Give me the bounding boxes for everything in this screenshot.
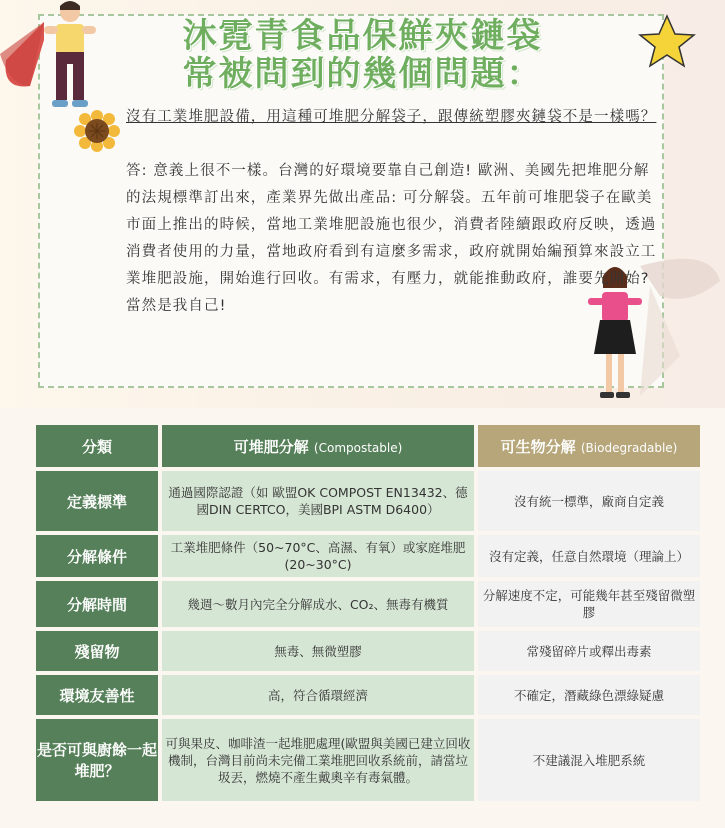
compostable-cell: 可與果皮、咖啡渣一起堆肥處理(歐盟與美國已建立回收機制，台灣目前尚未完備工業堆肥回收系統前，請當垃圾丟，燃燒不產生戴奧辛有毒氣體。 xyxy=(162,719,474,801)
compostable-cell: 幾週～數月內完全分解成水、CO₂、無毒有機質 xyxy=(162,581,474,627)
row-label: 分解條件 xyxy=(36,535,158,577)
table-row xyxy=(36,535,700,577)
compostable-cell: 高，符合循環經濟 xyxy=(162,675,474,715)
page-title-line2: 常被問到的幾個問題： xyxy=(182,54,543,94)
row-label: 環境友善性 xyxy=(36,675,158,715)
compostable-cell: 無毒、無微塑膠 xyxy=(162,631,474,671)
row-label: 定義標準 xyxy=(36,471,158,531)
header-category: 分類 xyxy=(36,425,158,467)
biodegradable-cell: 不確定，潛藏綠色漂綠疑慮 xyxy=(478,675,700,715)
table-row xyxy=(36,581,700,627)
biodegradable-cell: 常殘留碎片或釋出毒素 xyxy=(478,631,700,671)
row-label: 是否可與廚餘一起堆肥？ xyxy=(36,719,158,801)
comparison-table xyxy=(36,421,700,805)
table-row xyxy=(36,631,700,671)
biodegradable-cell: 不建議混入堆肥系統 xyxy=(478,719,700,801)
header-compostable: 可堆肥分解 (Compostable) xyxy=(162,425,474,467)
sunflower-icon xyxy=(74,110,120,152)
table-row xyxy=(36,719,700,801)
row-label: 分解時間 xyxy=(36,581,158,627)
table-header-row xyxy=(36,425,700,467)
compostable-cell: 工業堆肥條件（50~70°C、高濕、有氧）或家庭堆肥(20~30°C) xyxy=(162,535,474,577)
biodegradable-cell: 分解速度不定，可能幾年甚至殘留微塑膠 xyxy=(478,581,700,627)
page-title-line1: 沐霓青食品保鮮夾鏈袋 xyxy=(182,16,543,56)
faq-answer: 答: 意義上很不一樣。台灣的好環境要靠自己創造! 歐洲、美國先把堆肥分解的法規標準訂出來，產業界先做出產品: 可分解袋。五年前可堆肥袋子在歐美市面上推出的時候，當地工業堆肥設施也很少，消費者陸續跟政府反映，透過消費者使用的力量，當地政府看到有這麼多需求，政府就開始編預算來設立工業堆肥設施，開始進行回收。有需求，有壓力，就能推動政府，誰要先開始? 當然是我自己! xyxy=(126,163,657,314)
table-row xyxy=(36,675,700,715)
row-label: 殘留物 xyxy=(36,631,158,671)
biodegradable-cell: 沒有統一標準，廠商自定義 xyxy=(478,471,700,531)
table-row xyxy=(36,471,700,531)
faq-question: 沒有工業堆肥設備，用這種可堆肥分解袋子，跟傳統塑膠夾鏈袋不是一樣嗎？ xyxy=(126,109,657,125)
compostable-cell: 通過國際認證（如 歐盟OK COMPOST EN13432、德國DIN CERTCO，美國BPI ASTM D6400） xyxy=(162,471,474,531)
biodegradable-cell: 沒有定義，任意自然環境（理論上） xyxy=(478,535,700,577)
header-biodegradable: 可生物分解 (Biodegradable) xyxy=(478,425,700,467)
